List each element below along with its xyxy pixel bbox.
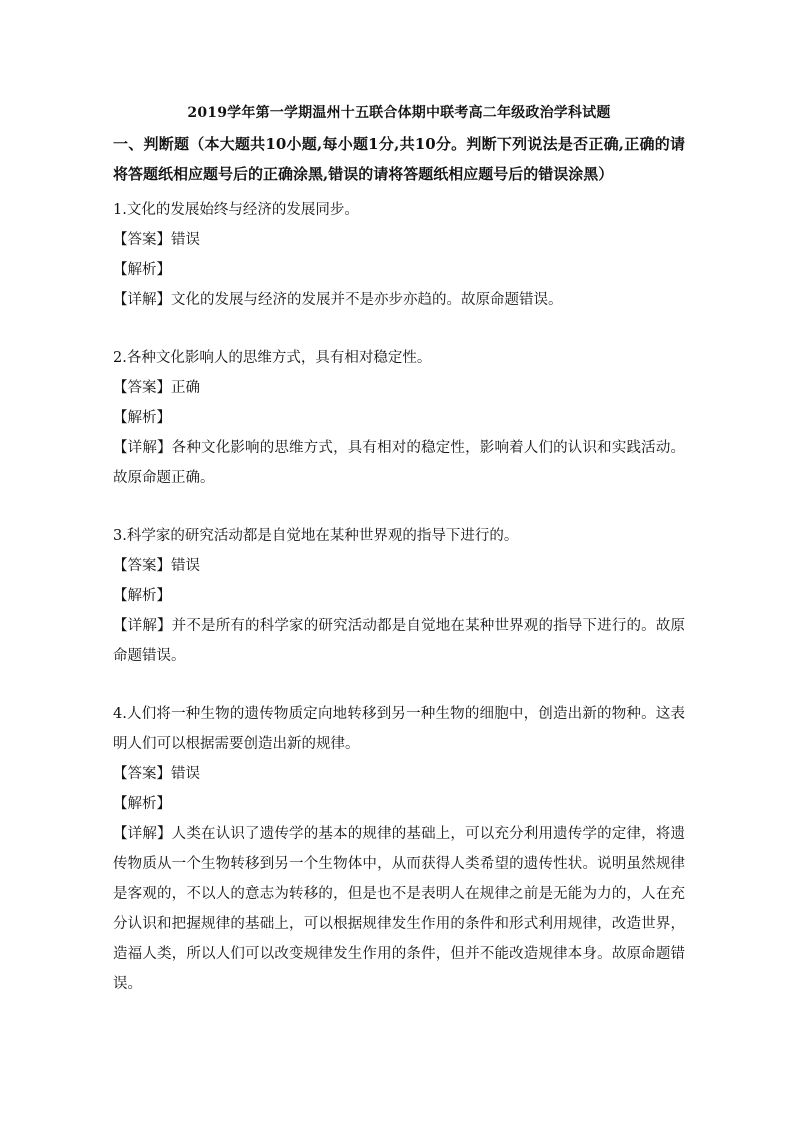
analysis-label: 【解析】 [113, 796, 171, 812]
answer-line: 【答案】错误 [113, 766, 200, 782]
question-stem: 2.各种文化影响人的思维方式，具有相对稳定性。 [113, 350, 432, 366]
section-heading: 一、判断题（本大题共10小题,每小题1分,共10分。判断下列说法是否正确,正确的请将答题纸相应题号后的正确涂黑,错误的请将答题纸相应题号后的错误涂黑） [113, 135, 685, 183]
detail-text: 【详解】人类在认识了遗传学的基本的规律的基础上，可以充分利用遗传学的定律，将遗传物质从一个生物转移到另一个生物体中，从而获得人类希望的遗传性状。说明虽然规律是客观的，不以人的意志为转移的，但是也不是表明人在规律之前是无能为力的，人在充分认识和把握规律的基础上，可以根据规律发生作用的条件和形式利用规律，改造世界，造福人类，所以人们可以改变规律发生作用的条件，但并不能改造规律本身。故原命题错误。 [113, 826, 685, 992]
answer-line: 【答案】错误 [113, 558, 200, 574]
analysis-label: 【解析】 [113, 588, 171, 604]
detail-text: 【详解】并不是所有的科学家的研究活动都是自觉地在某种世界观的指导下进行的。故原命题错误。 [113, 618, 685, 664]
detail-text: 【详解】文化的发展与经济的发展并不是亦步亦趋的。故原命题错误。 [113, 292, 563, 308]
question-2 [113, 343, 685, 493]
question-1 [113, 195, 685, 315]
question-4 [113, 699, 685, 999]
question-3 [113, 521, 685, 671]
analysis-label: 【解析】 [113, 410, 171, 426]
question-stem: 1.文化的发展始终与经济的发展同步。 [113, 202, 359, 218]
page-title: 2019学年第一学期温州十五联合体期中联考高二年级政治学科试题 [187, 105, 611, 121]
answer-line: 【答案】错误 [113, 232, 200, 248]
question-stem: 4.人们将一种生物的遗传物质定向地转移到另一种生物的细胞中，创造出新的物种。这表明人们可以根据需要创造出新的规律。 [113, 706, 685, 752]
analysis-label: 【解析】 [113, 262, 171, 278]
detail-text: 【详解】各种文化影响的思维方式，具有相对的稳定性，影响着人们的认识和实践活动。故原命题正确。 [113, 440, 685, 486]
answer-line: 【答案】正确 [113, 380, 200, 396]
document-content [113, 100, 685, 999]
question-stem: 3.科学家的研究活动都是自觉地在某种世界观的指导下进行的。 [113, 528, 519, 544]
